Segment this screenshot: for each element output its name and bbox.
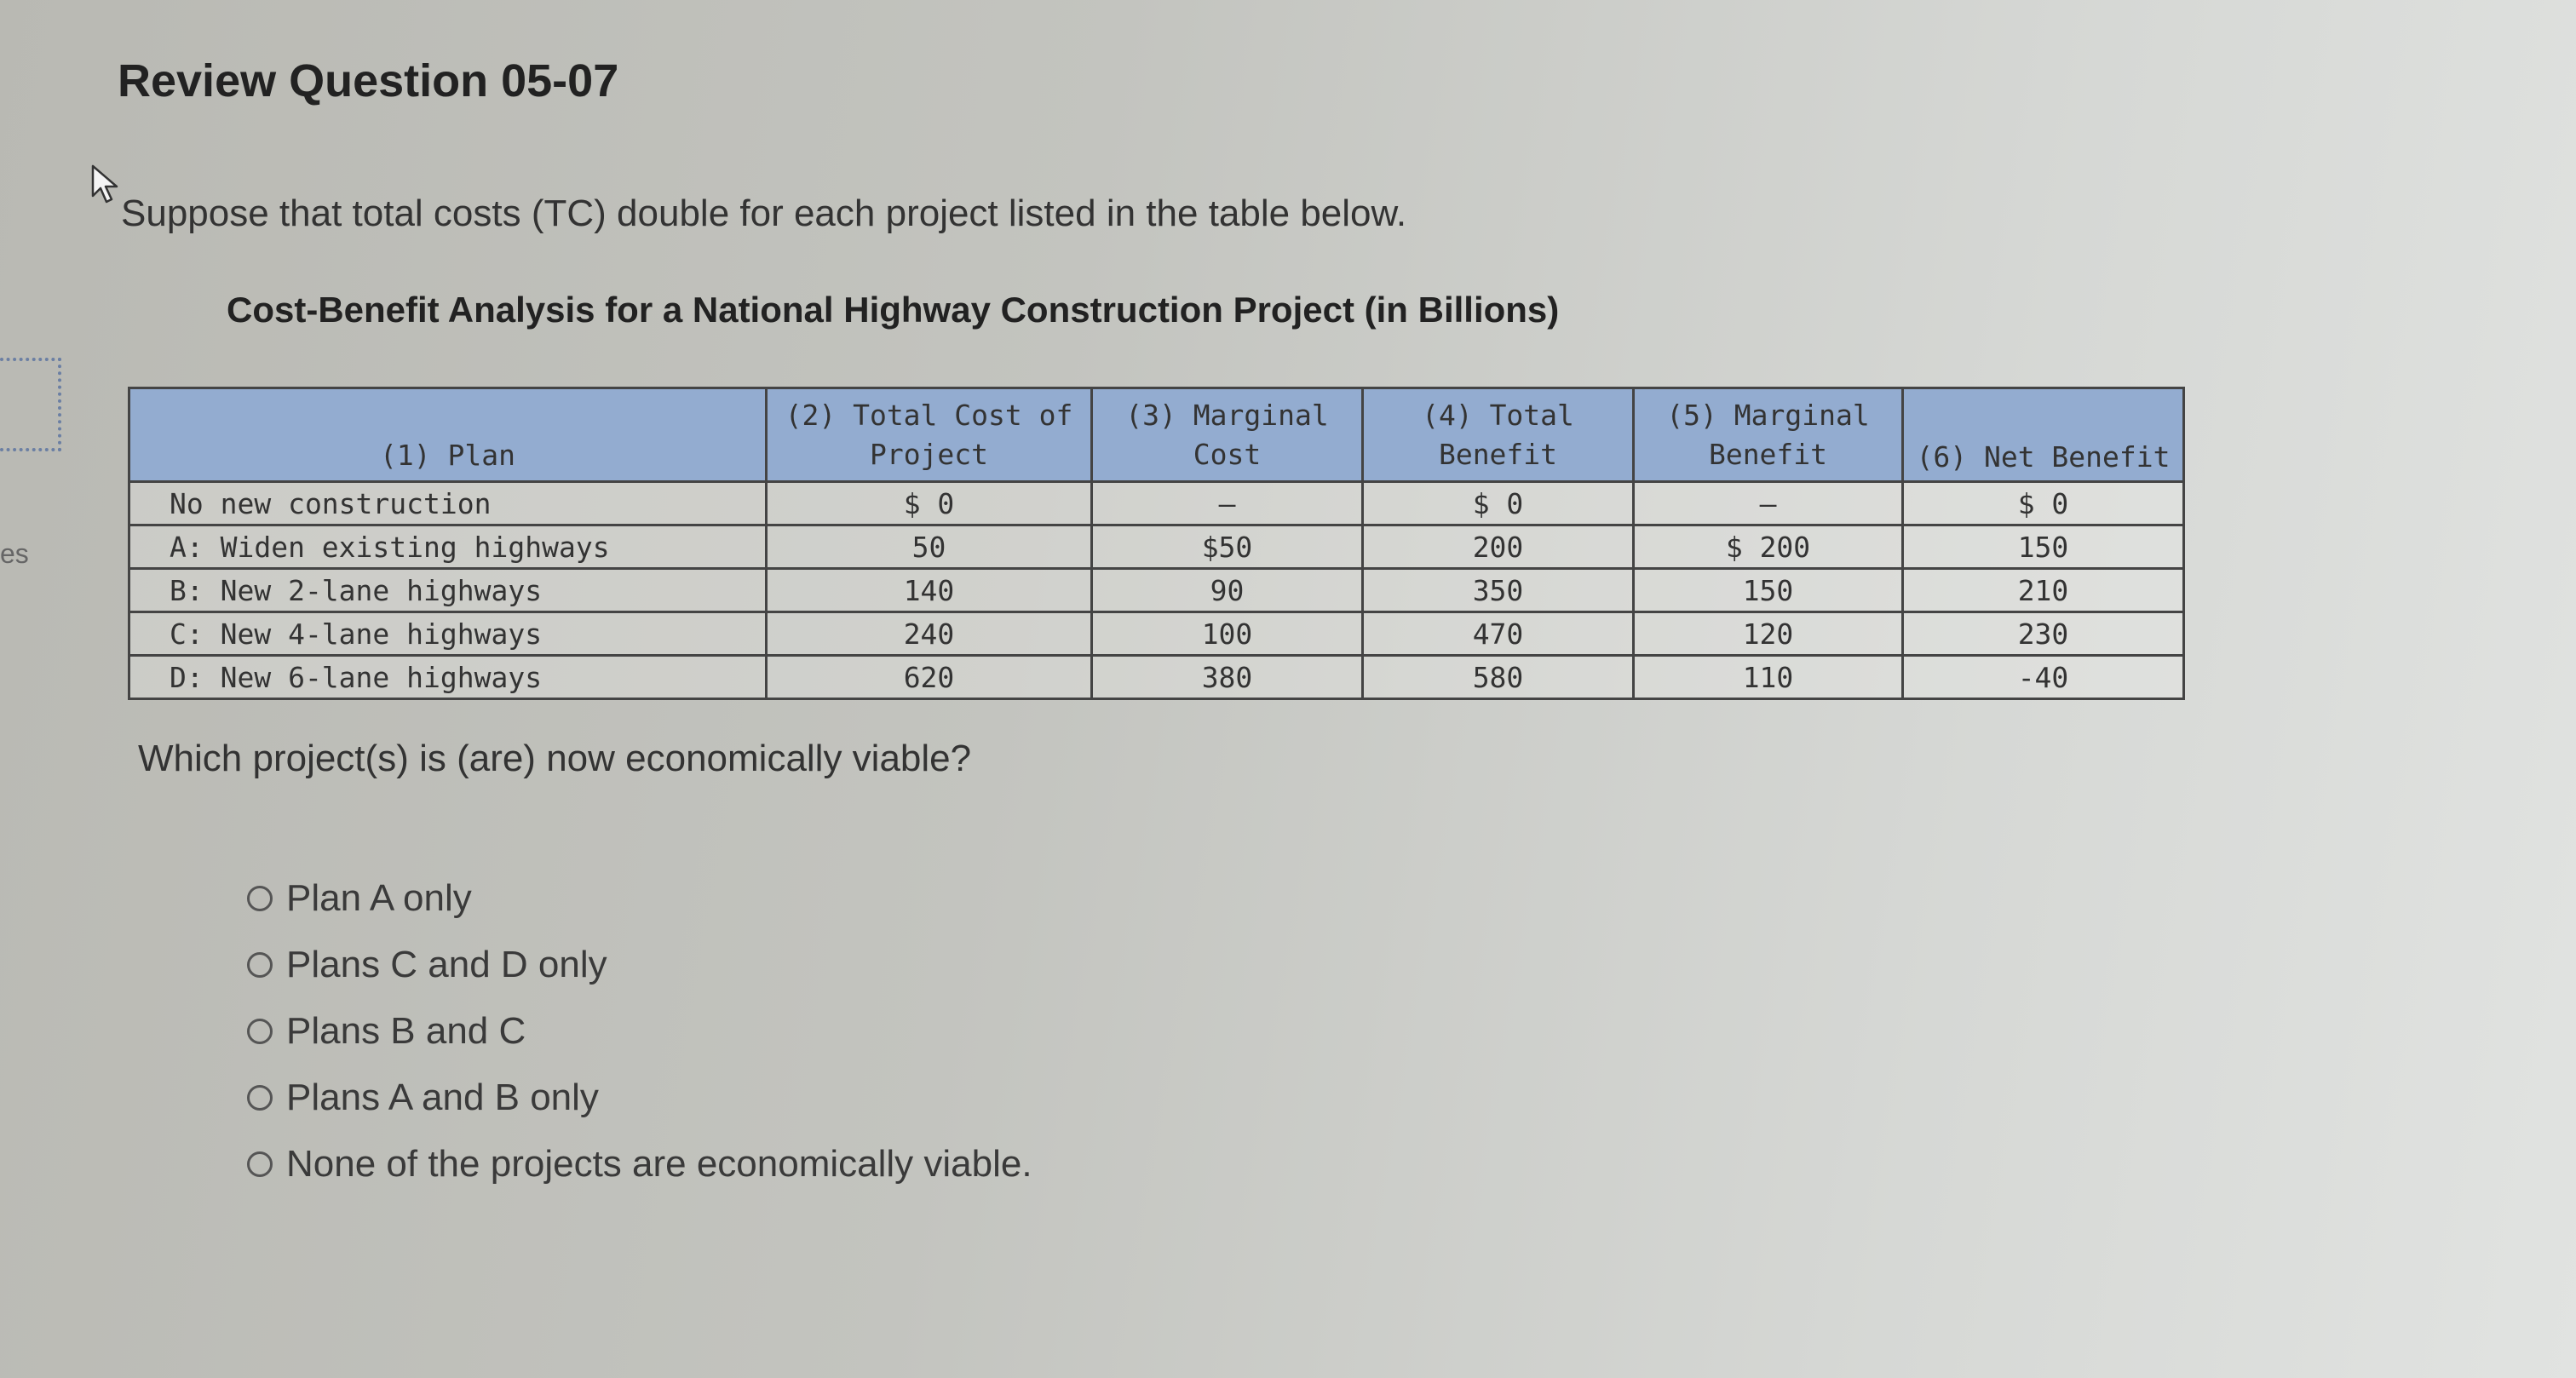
table-row bbox=[129, 525, 2184, 569]
cell-marginal-benefit: $ 200 bbox=[1634, 525, 1903, 569]
cell-total-cost: 140 bbox=[767, 569, 1092, 612]
cell-marginal-cost: 380 bbox=[1092, 656, 1363, 699]
cell-marginal-benefit: — bbox=[1634, 482, 1903, 525]
mouse-cursor-icon bbox=[90, 164, 124, 206]
cell-marginal-benefit: 110 bbox=[1634, 656, 1903, 699]
sidebar-collapsed-panel[interactable] bbox=[0, 358, 61, 451]
cell-marginal-benefit: 120 bbox=[1634, 612, 1903, 656]
cell-total-benefit: 350 bbox=[1363, 569, 1634, 612]
cell-total-benefit: 200 bbox=[1363, 525, 1634, 569]
header-marginal-cost: (3) Marginal Cost bbox=[1092, 388, 1363, 482]
option-label: None of the projects are economically viable. bbox=[286, 1143, 1032, 1185]
option-none-viable[interactable] bbox=[247, 1131, 1032, 1197]
page-title: Review Question 05-07 bbox=[118, 55, 619, 106]
table-row bbox=[129, 569, 2184, 612]
cost-benefit-table-container bbox=[128, 387, 2182, 698]
table-row bbox=[129, 482, 2184, 525]
option-plan-a-only[interactable] bbox=[247, 865, 1032, 932]
header-total-cost: (2) Total Cost of Project bbox=[767, 388, 1092, 482]
header-plan: (1) Plan bbox=[129, 388, 767, 482]
sidebar-label: es bbox=[0, 538, 29, 569]
cell-net-benefit: -40 bbox=[1903, 656, 2184, 699]
option-label: Plan A only bbox=[286, 877, 472, 919]
cell-total-benefit: $ 0 bbox=[1363, 482, 1634, 525]
option-plans-a-and-b-only[interactable] bbox=[247, 1065, 1032, 1131]
option-label: Plans A and B only bbox=[286, 1077, 599, 1118]
cell-plan: No new construction bbox=[129, 482, 767, 525]
cost-benefit-table bbox=[128, 387, 2185, 700]
radio-button-icon[interactable] bbox=[247, 886, 273, 911]
radio-button-icon[interactable] bbox=[247, 1019, 273, 1044]
question-prompt: Suppose that total costs (TC) double for each project listed in the table below. bbox=[121, 192, 1407, 234]
cell-total-cost: 50 bbox=[767, 525, 1092, 569]
cell-total-cost: $ 0 bbox=[767, 482, 1092, 525]
answer-options bbox=[247, 865, 1032, 1197]
option-label: Plans B and C bbox=[286, 1010, 526, 1052]
option-label: Plans C and D only bbox=[286, 944, 607, 985]
radio-button-icon[interactable] bbox=[247, 952, 273, 978]
cell-net-benefit: 210 bbox=[1903, 569, 2184, 612]
cell-marginal-cost: 90 bbox=[1092, 569, 1363, 612]
cell-marginal-benefit: 150 bbox=[1634, 569, 1903, 612]
cell-total-cost: 620 bbox=[767, 656, 1092, 699]
cell-net-benefit: 150 bbox=[1903, 525, 2184, 569]
cell-marginal-cost: $50 bbox=[1092, 525, 1363, 569]
table-header-row bbox=[129, 388, 2184, 482]
radio-button-icon[interactable] bbox=[247, 1151, 273, 1177]
table-title: Cost-Benefit Analysis for a National Highway Construction Project (in Billions) bbox=[227, 290, 1560, 330]
table-row bbox=[129, 656, 2184, 699]
cell-marginal-cost: — bbox=[1092, 482, 1363, 525]
table-row bbox=[129, 612, 2184, 656]
cell-plan: D: New 6-lane highways bbox=[129, 656, 767, 699]
header-total-benefit: (4) Total Benefit bbox=[1363, 388, 1634, 482]
cell-total-benefit: 470 bbox=[1363, 612, 1634, 656]
question-ask: Which project(s) is (are) now economically viable? bbox=[138, 738, 972, 779]
cell-total-benefit: 580 bbox=[1363, 656, 1634, 699]
header-marginal-benefit: (5) Marginal Benefit bbox=[1634, 388, 1903, 482]
option-plans-c-and-d-only[interactable] bbox=[247, 932, 1032, 998]
radio-button-icon[interactable] bbox=[247, 1085, 273, 1111]
cell-total-cost: 240 bbox=[767, 612, 1092, 656]
cell-net-benefit: 230 bbox=[1903, 612, 2184, 656]
header-net-benefit: (6) Net Benefit bbox=[1903, 388, 2184, 482]
cell-marginal-cost: 100 bbox=[1092, 612, 1363, 656]
cell-net-benefit: $ 0 bbox=[1903, 482, 2184, 525]
cell-plan: C: New 4-lane highways bbox=[129, 612, 767, 656]
cell-plan: A: Widen existing highways bbox=[129, 525, 767, 569]
option-plans-b-and-c[interactable] bbox=[247, 998, 1032, 1065]
cell-plan: B: New 2-lane highways bbox=[129, 569, 767, 612]
